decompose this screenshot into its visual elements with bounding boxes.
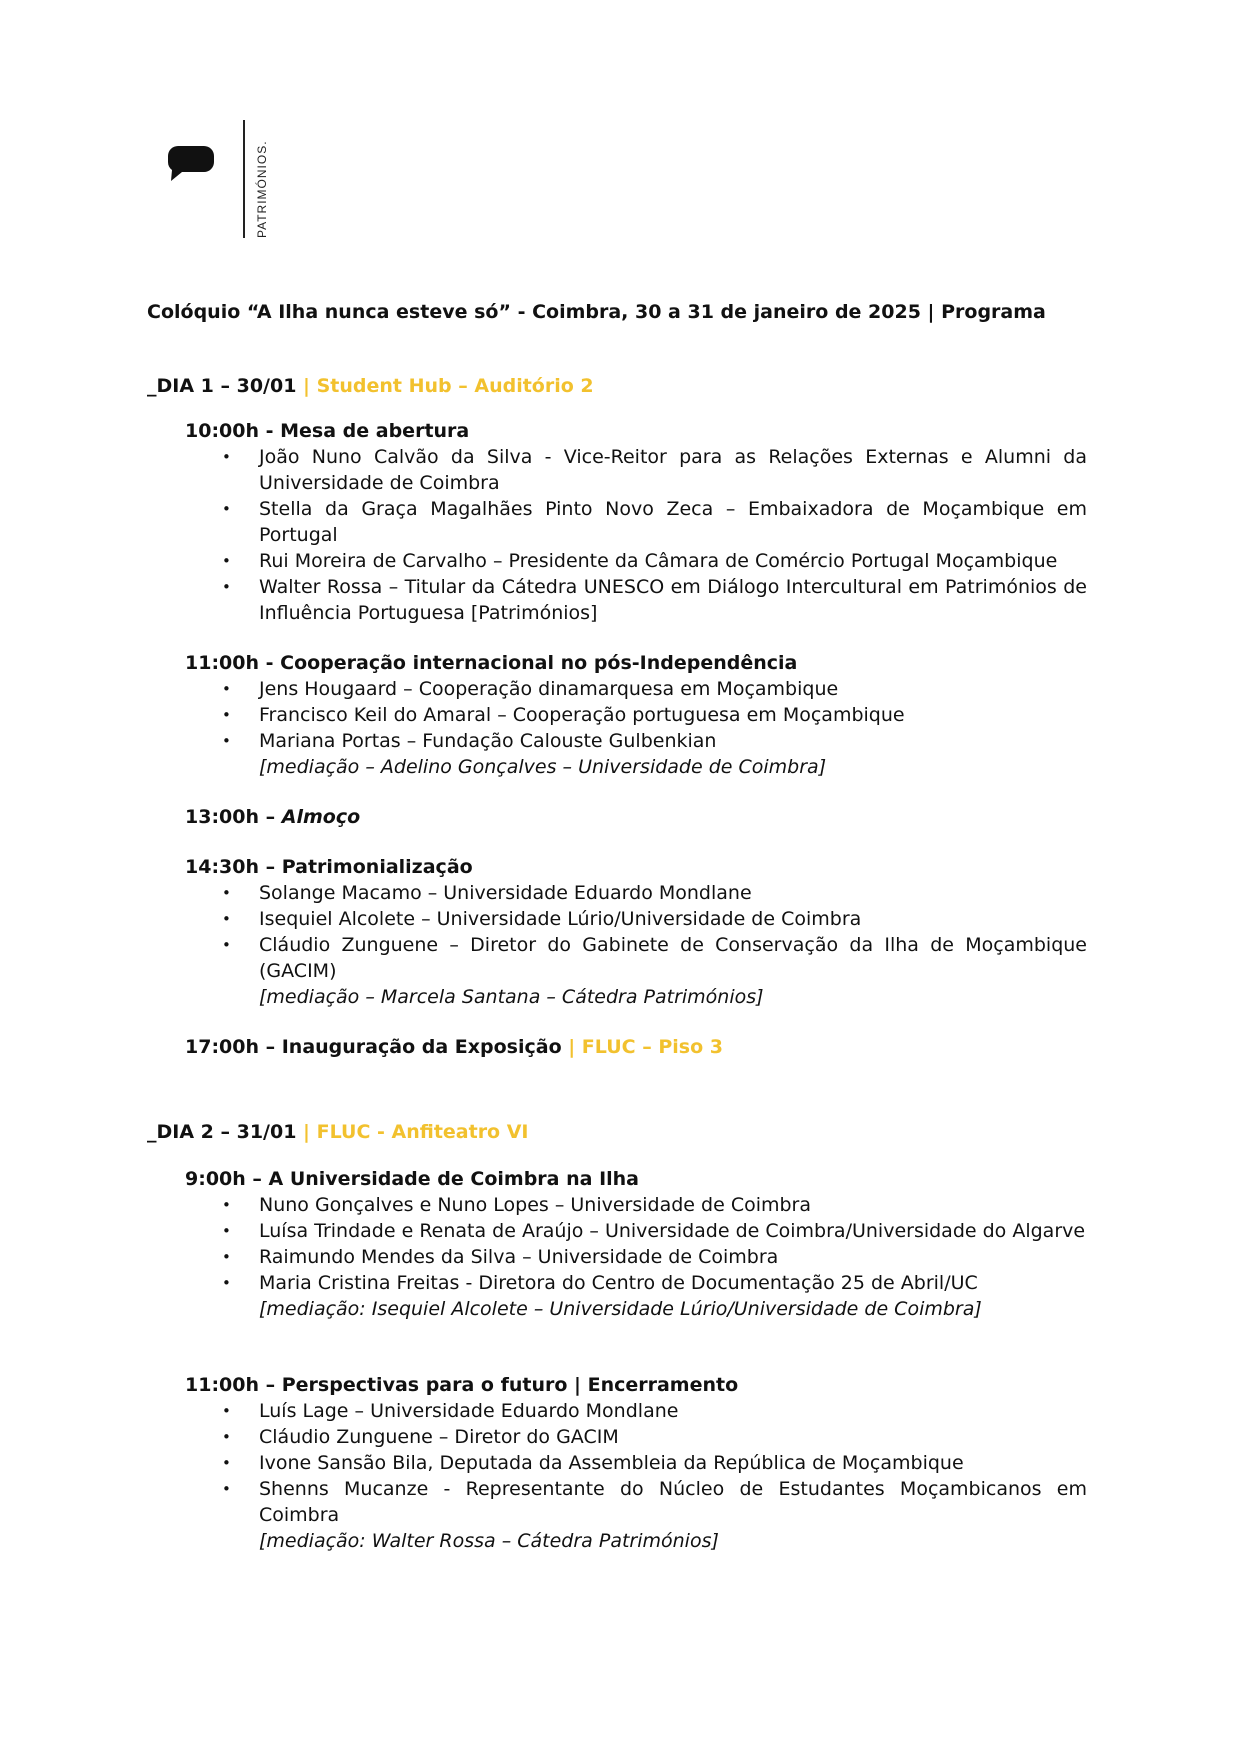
day-heading: [147, 1118, 1087, 1146]
session: [185, 418, 1087, 626]
session-title: 17:00h – Inauguração da Exposição: [185, 1036, 562, 1058]
session: [185, 804, 1087, 830]
session-heading: 11:00h – Perspectivas para o futuro | Encerramento: [185, 1374, 739, 1396]
day-label: _DIA 1 – 30/01: [147, 375, 297, 397]
session-heading: [185, 804, 1087, 830]
list-item: • Raimundo Mendes da Silva – Universidade de Coimbra: [259, 1244, 1087, 1270]
day-venue: | Student Hub – Auditório 2: [296, 375, 594, 397]
list-item: • Walter Rossa – Titular da Cátedra UNESCO em Diálogo Intercultural em Patrimónios de Influência Portuguesa [Patrimónios]: [259, 574, 1087, 626]
session-heading: 11:00h - Cooperação internacional no pós-Independência: [185, 652, 798, 674]
list-item: • Maria Cristina Freitas - Diretora do Centro de Documentação 25 de Abril/UC: [259, 1270, 1087, 1296]
session-heading: [185, 1034, 1087, 1060]
list-item: • Mariana Portas – Fundação Calouste Gulbenkian: [259, 728, 1087, 754]
list-item: • Luísa Trindade e Renata de Araújo – Universidade de Coimbra/Universidade do Algarve: [259, 1218, 1087, 1244]
logo-divider: [243, 120, 245, 238]
session-time: 13:00h –: [185, 806, 282, 828]
session: [185, 1034, 1087, 1060]
program-document: [147, 298, 1087, 1554]
list-item: • Stella da Graça Magalhães Pinto Novo Zeca – Embaixadora de Moçambique em Portugal: [259, 496, 1087, 548]
list-item: • João Nuno Calvão da Silva - Vice-Reitor para as Relações Externas e Alumni da Universidade de Coimbra: [259, 444, 1087, 496]
session-heading: 9:00h – A Universidade de Coimbra na Ilha: [185, 1168, 639, 1190]
session: [185, 1166, 1087, 1322]
session: [185, 854, 1087, 1010]
mediation-note: [mediação – Adelino Gonçalves – Universidade de Coimbra]: [259, 756, 827, 778]
session: [185, 1372, 1087, 1554]
day-heading: [147, 372, 1087, 400]
list-item: • Nuno Gonçalves e Nuno Lopes – Universidade de Coimbra: [259, 1192, 1087, 1218]
list-item: • Shenns Mucanze - Representante do Núcleo de Estudantes Moçambicanos em Coimbra: [259, 1476, 1087, 1528]
list-item: • Luís Lage – Universidade Eduardo Mondlane: [259, 1398, 1087, 1424]
mediation-note: [mediação – Marcela Santana – Cátedra Patrimónios]: [259, 986, 764, 1008]
document-title: Colóquio “A Ilha nunca esteve só” - Coimbra, 30 a 31 de janeiro de 2025 | Programa: [147, 301, 1046, 323]
day-label: _DIA 2 – 31/01: [147, 1121, 297, 1143]
participant-list: [185, 1192, 1087, 1296]
session: [185, 650, 1087, 780]
mediation-note: [mediação: Isequiel Alcolete – Universidade Lúrio/Universidade de Coimbra]: [259, 1298, 982, 1320]
participant-list: [185, 444, 1087, 626]
session-heading: 14:30h – Patrimonialização: [185, 856, 473, 878]
list-item: • Rui Moreira de Carvalho – Presidente da Câmara de Comércio Portugal Moçambique: [259, 548, 1087, 574]
patrimonios-logo: [168, 120, 288, 245]
participant-list: [185, 1398, 1087, 1528]
list-item: • Isequiel Alcolete – Universidade Lúrio/Universidade de Coimbra: [259, 906, 1087, 932]
day-venue: | FLUC - Anfiteatro VI: [296, 1121, 529, 1143]
list-item: • Jens Hougaard – Cooperação dinamarquesa em Moçambique: [259, 676, 1087, 702]
participant-list: [185, 880, 1087, 984]
speech-bubble-icon: [168, 146, 214, 182]
session-title: Almoço: [281, 806, 361, 828]
mediation-note: [mediação: Walter Rossa – Cátedra Patrimónios]: [259, 1530, 719, 1552]
list-item: • Cláudio Zunguene – Diretor do GACIM: [259, 1424, 1087, 1450]
brand-name: PATRIMÓNIOS.: [255, 140, 269, 238]
list-item: • Solange Macamo – Universidade Eduardo Mondlane: [259, 880, 1087, 906]
session-venue: | FLUC – Piso 3: [561, 1036, 723, 1058]
participant-list: [185, 676, 1087, 754]
session-heading: 10:00h - Mesa de abertura: [185, 420, 470, 442]
list-item: • Cláudio Zunguene – Diretor do Gabinete de Conservação da Ilha de Moçambique (GACIM): [259, 932, 1087, 984]
list-item: • Francisco Keil do Amaral – Cooperação portuguesa em Moçambique: [259, 702, 1087, 728]
list-item: • Ivone Sansão Bila, Deputada da Assembleia da República de Moçambique: [259, 1450, 1087, 1476]
